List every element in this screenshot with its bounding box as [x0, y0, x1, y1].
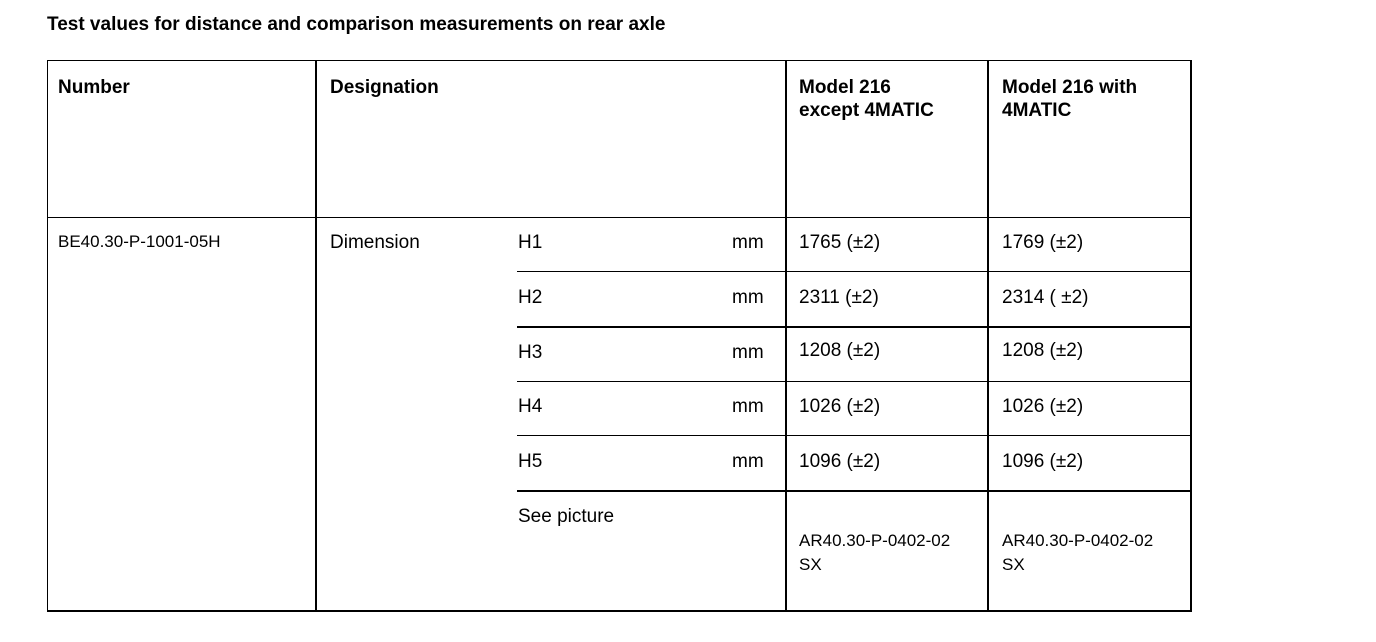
row-unit: mm: [732, 232, 764, 253]
row-unit: mm: [732, 451, 764, 472]
column-divider: [785, 60, 787, 612]
row-unit: mm: [732, 342, 764, 363]
row-divider: [517, 435, 1192, 436]
row-divider: [517, 326, 1192, 328]
row-label: H1: [518, 232, 543, 253]
row-label: H4: [518, 396, 543, 417]
page-title: Test values for distance and comparison measurements on rear axle: [47, 14, 666, 35]
picture-ref-model-b-line1: AR40.30-P-0402-02: [1002, 531, 1154, 550]
column-divider: [315, 60, 317, 612]
row-value-model-b: 1208 (±2): [1002, 340, 1084, 361]
table-border-right: [1190, 60, 1192, 612]
row-value-model-b: 1096 (±2): [1002, 451, 1084, 472]
row-value-model-a: 1026 (±2): [799, 396, 881, 417]
row-unit: mm: [732, 396, 764, 417]
column-divider: [987, 60, 989, 612]
header-designation: Designation: [330, 77, 439, 98]
row-value-model-a: 1765 (±2): [799, 232, 881, 253]
row-value-model-a: 2311 (±2): [799, 287, 879, 308]
row-divider: [517, 490, 1192, 492]
picture-ref-model-a-line1: AR40.30-P-0402-02: [799, 531, 951, 550]
row-unit: mm: [732, 287, 764, 308]
row-label: H2: [518, 287, 543, 308]
header-model-b-line1: Model 216 with: [1002, 77, 1138, 98]
test-values-table: [47, 60, 1192, 612]
see-picture-label: See picture: [518, 506, 615, 527]
table-border-top: [47, 60, 1192, 61]
row-label: H3: [518, 342, 543, 363]
table-border-left: [47, 60, 48, 612]
designation-value: Dimension: [330, 232, 420, 253]
table-border-bottom: [47, 610, 1192, 612]
header-model-a-line1: Model 216: [799, 77, 891, 98]
row-divider: [517, 271, 1192, 272]
row-value-model-b: 1769 (±2): [1002, 232, 1084, 253]
picture-ref-model-a-line2: SX: [799, 555, 822, 574]
header-divider: [47, 217, 1192, 218]
header-model-a-line2: except 4MATIC: [799, 100, 934, 121]
picture-ref-model-b-line2: SX: [1002, 555, 1025, 574]
row-value-model-a: 1208 (±2): [799, 340, 881, 361]
row-divider: [517, 381, 1192, 382]
number-value: BE40.30-P-1001-05H: [58, 232, 221, 251]
row-value-model-a: 1096 (±2): [799, 451, 881, 472]
row-label: H5: [518, 451, 543, 472]
row-value-model-b: 1026 (±2): [1002, 396, 1084, 417]
row-value-model-b: 2314 ( ±2): [1002, 287, 1089, 308]
header-number: Number: [58, 77, 130, 98]
header-model-b-line2: 4MATIC: [1002, 100, 1072, 121]
